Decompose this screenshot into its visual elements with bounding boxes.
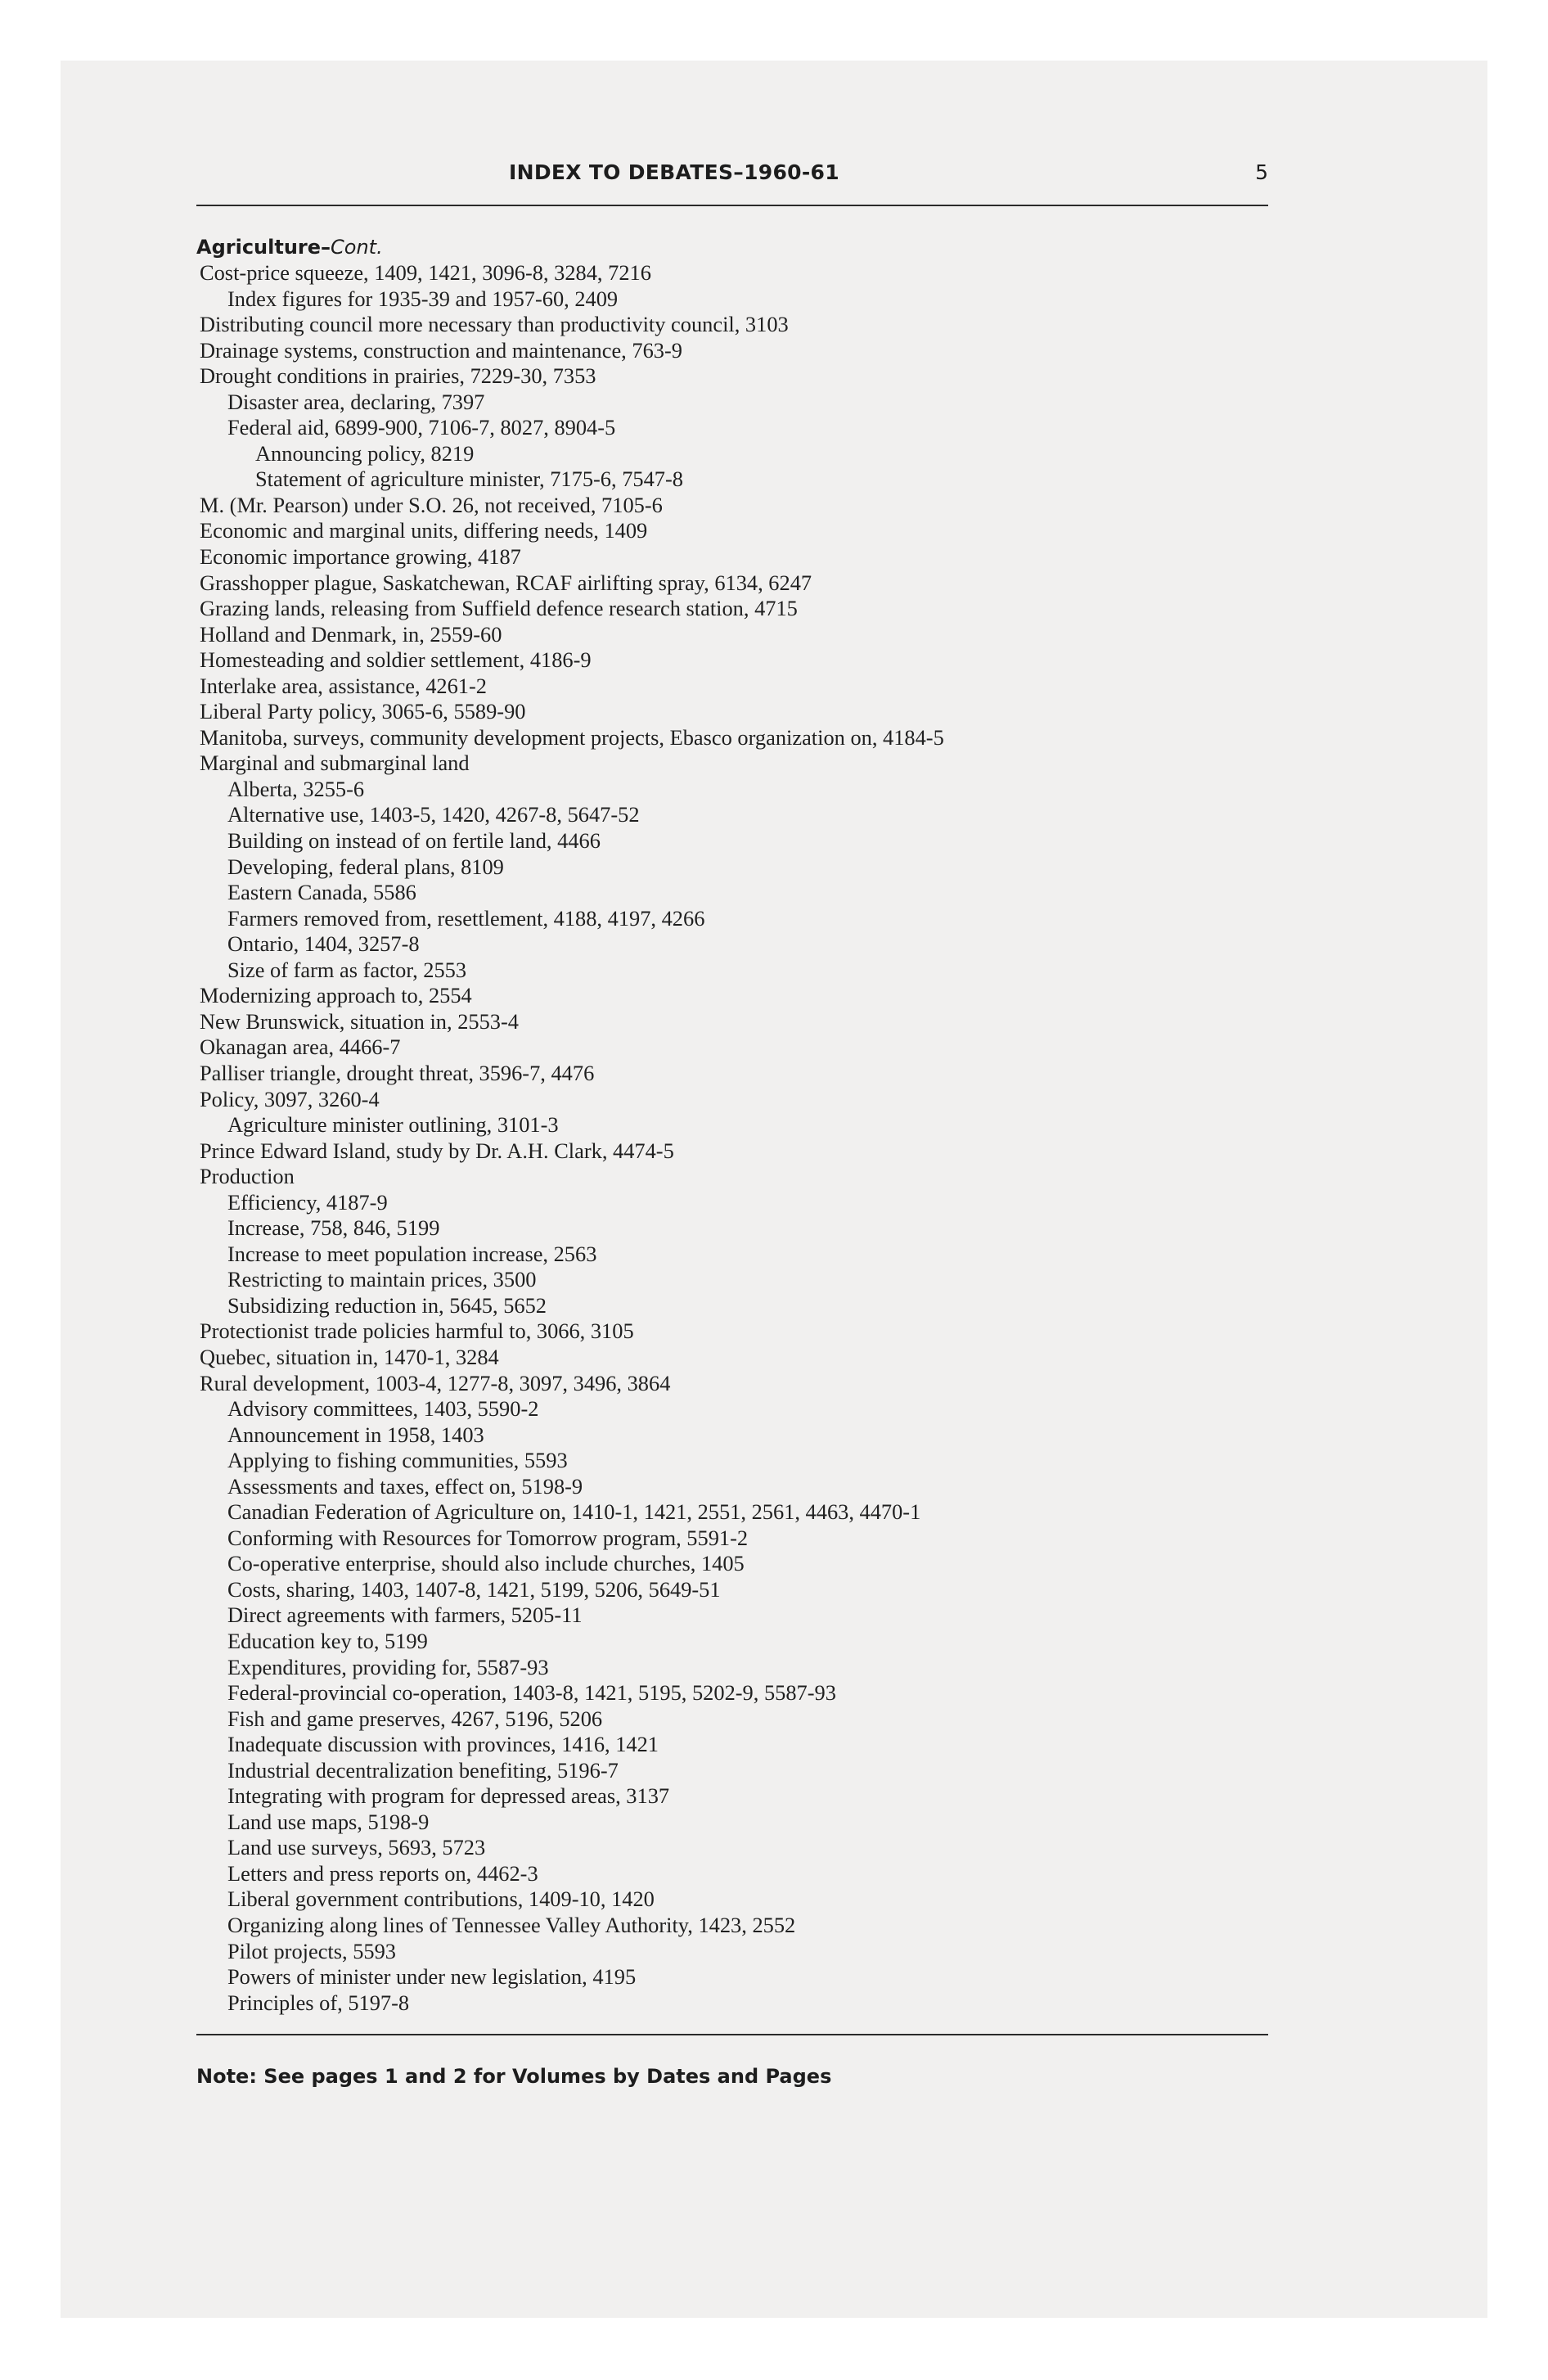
index-entry: M. (Mr. Pearson) under S.O. 26, not received, 7105-6: [200, 492, 663, 517]
index-entry: Assessments and taxes, effect on, 5198-9: [227, 1473, 583, 1499]
index-entry: Interlake area, assistance, 4261-2: [200, 673, 487, 698]
index-entry: Policy, 3097, 3260-4: [200, 1086, 380, 1111]
index-entry: Inadequate discussion with provinces, 1416, 1421: [227, 1732, 659, 1757]
index-entry: Advisory committees, 1403, 5590-2: [227, 1396, 539, 1422]
index-entry: Letters and press reports on, 4462-3: [227, 1860, 538, 1886]
index-entry: Distributing council more necessary than productivity council, 3103: [200, 312, 789, 337]
section-heading-cont: Cont.: [331, 236, 383, 259]
index-entry: Size of farm as factor, 2553: [227, 957, 467, 982]
index-entry: Liberal government contributions, 1409-10, 1420: [227, 1886, 655, 1912]
index-entry: Integrating with program for depressed areas, 3137: [227, 1783, 670, 1809]
index-entry: Education key to, 5199: [227, 1628, 428, 1653]
index-entry: Land use maps, 5198-9: [227, 1809, 430, 1834]
index-entry: Alberta, 3255-6: [227, 776, 365, 801]
index-entry: Economic and marginal units, differing needs, 1409: [200, 518, 648, 543]
index-entry: Ontario, 1404, 3257-8: [227, 931, 420, 957]
index-entry: Building on instead of on fertile land, 4466: [227, 828, 601, 854]
index-entry: Increase to meet population increase, 2563: [227, 1241, 597, 1266]
index-entry: Marginal and submarginal land: [200, 751, 470, 776]
index-entry: Subsidizing reduction in, 5645, 5652: [227, 1292, 547, 1318]
index-entry: Developing, federal plans, 8109: [227, 854, 504, 879]
index-entry: Economic importance growing, 4187: [200, 544, 521, 570]
index-entry: Index figures for 1935-39 and 1957-60, 2409: [227, 286, 619, 311]
index-entry: Okanagan area, 4466-7: [200, 1034, 401, 1060]
index-entry: New Brunswick, situation in, 2553-4: [200, 1008, 519, 1034]
index-entry: Principles of, 5197-8: [227, 1990, 410, 2015]
index-page: [196, 156, 1268, 2088]
index-entry: Expenditures, providing for, 5587-93: [227, 1654, 549, 1679]
index-entry: Drought conditions in prairies, 7229-30, 7353: [200, 363, 596, 389]
section-heading-text: Agriculture–: [196, 236, 331, 259]
index-entry: Pilot projects, 5593: [227, 1938, 396, 1963]
index-entry: Palliser triangle, drought threat, 3596-7, 4476: [200, 1060, 595, 1085]
index-entry: Eastern Canada, 5586: [227, 880, 416, 905]
section-heading: [196, 234, 1268, 260]
index-entry: Increase, 758, 846, 5199: [227, 1215, 440, 1241]
index-entry: Powers of minister under new legislation, 4195: [227, 1964, 637, 1990]
index-entry: Fish and game preserves, 4267, 5196, 5206: [227, 1706, 603, 1731]
index-entry: Industrial decentralization benefiting, 5196-7: [227, 1757, 619, 1783]
index-entry: Federal-provincial co-operation, 1403-8, 1421, 5195, 5202-9, 5587-93: [227, 1680, 836, 1706]
index-entry: Modernizing approach to, 2554: [200, 983, 472, 1008]
index-entry: Prince Edward Island, study by Dr. A.H. Clark, 4474-5: [200, 1138, 674, 1163]
index-entry: Liberal Party policy, 3065-6, 5589-90: [200, 699, 526, 724]
footer-note: Note: See pages 1 and 2 for Volumes by Dates and Pages: [196, 2065, 832, 2089]
index-entry: Statement of agriculture minister, 7175-6, 7547-8: [255, 467, 683, 492]
index-entry: Co-operative enterprise, should also include churches, 1405: [227, 1551, 745, 1576]
footer-rule: [196, 2034, 1268, 2035]
header-rule: [196, 205, 1268, 206]
index-entry: Rural development, 1003-4, 1277-8, 3097, 3496, 3864: [200, 1370, 671, 1395]
index-entry: Production: [200, 1164, 295, 1189]
index-entry: Protectionist trade policies harmful to, 3066, 3105: [200, 1318, 634, 1344]
index-entry: Grazing lands, releasing from Suffield defence research station, 4715: [200, 596, 798, 621]
index-entry: Federal aid, 6899-900, 7106-7, 8027, 8904-5: [227, 415, 616, 440]
index-entry: Organizing along lines of Tennessee Valley Authority, 1423, 2552: [227, 1913, 796, 1937]
index-entry: Holland and Denmark, in, 2559-60: [200, 621, 502, 647]
index-entry: Restricting to maintain prices, 3500: [227, 1267, 537, 1292]
index-entry: Efficiency, 4187-9: [227, 1189, 388, 1215]
index-entry: Land use surveys, 5693, 5723: [227, 1835, 486, 1860]
index-entry: Canadian Federation of Agriculture on, 1410-1, 1421, 2551, 2561, 4463, 4470-1: [227, 1499, 921, 1525]
index-entry: Announcement in 1958, 1403: [227, 1422, 484, 1447]
index-entry: Quebec, situation in, 1470-1, 3284: [200, 1344, 499, 1369]
index-entry: Manitoba, surveys, community development projects, Ebasco organization on, 4184-5: [200, 724, 944, 750]
page-title: INDEX TO DEBATES–1960-61: [509, 160, 839, 184]
index-entry: Alternative use, 1403-5, 1420, 4267-8, 5647-52: [227, 802, 640, 827]
index-entry: Cost-price squeeze, 1409, 1421, 3096-8, 3284, 7216: [200, 260, 651, 285]
index-entry: Disaster area, declaring, 7397: [227, 389, 485, 414]
index-entries: [196, 260, 1268, 2016]
index-entry: Grasshopper plague, Saskatchewan, RCAF airlifting spray, 6134, 6247: [200, 570, 812, 595]
index-entry: Announcing policy, 8219: [255, 440, 475, 466]
page-number: 5: [1255, 160, 1268, 184]
page-header: [196, 156, 1268, 205]
index-entry: Agriculture minister outlining, 3101-3: [227, 1112, 559, 1138]
index-entry: Conforming with Resources for Tomorrow program, 5591-2: [227, 1525, 749, 1550]
index-entry: Homesteading and soldier settlement, 4186-9: [200, 647, 592, 673]
index-entry: Costs, sharing, 1403, 1407-8, 1421, 5199, 5206, 5649-51: [227, 1576, 721, 1602]
index-entry: Applying to fishing communities, 5593: [227, 1448, 568, 1473]
index-entry: Drainage systems, construction and maintenance, 763-9: [200, 337, 682, 363]
index-entry: Farmers removed from, resettlement, 4188, 4197, 4266: [227, 905, 705, 931]
index-entry: Direct agreements with farmers, 5205-11: [227, 1602, 583, 1628]
